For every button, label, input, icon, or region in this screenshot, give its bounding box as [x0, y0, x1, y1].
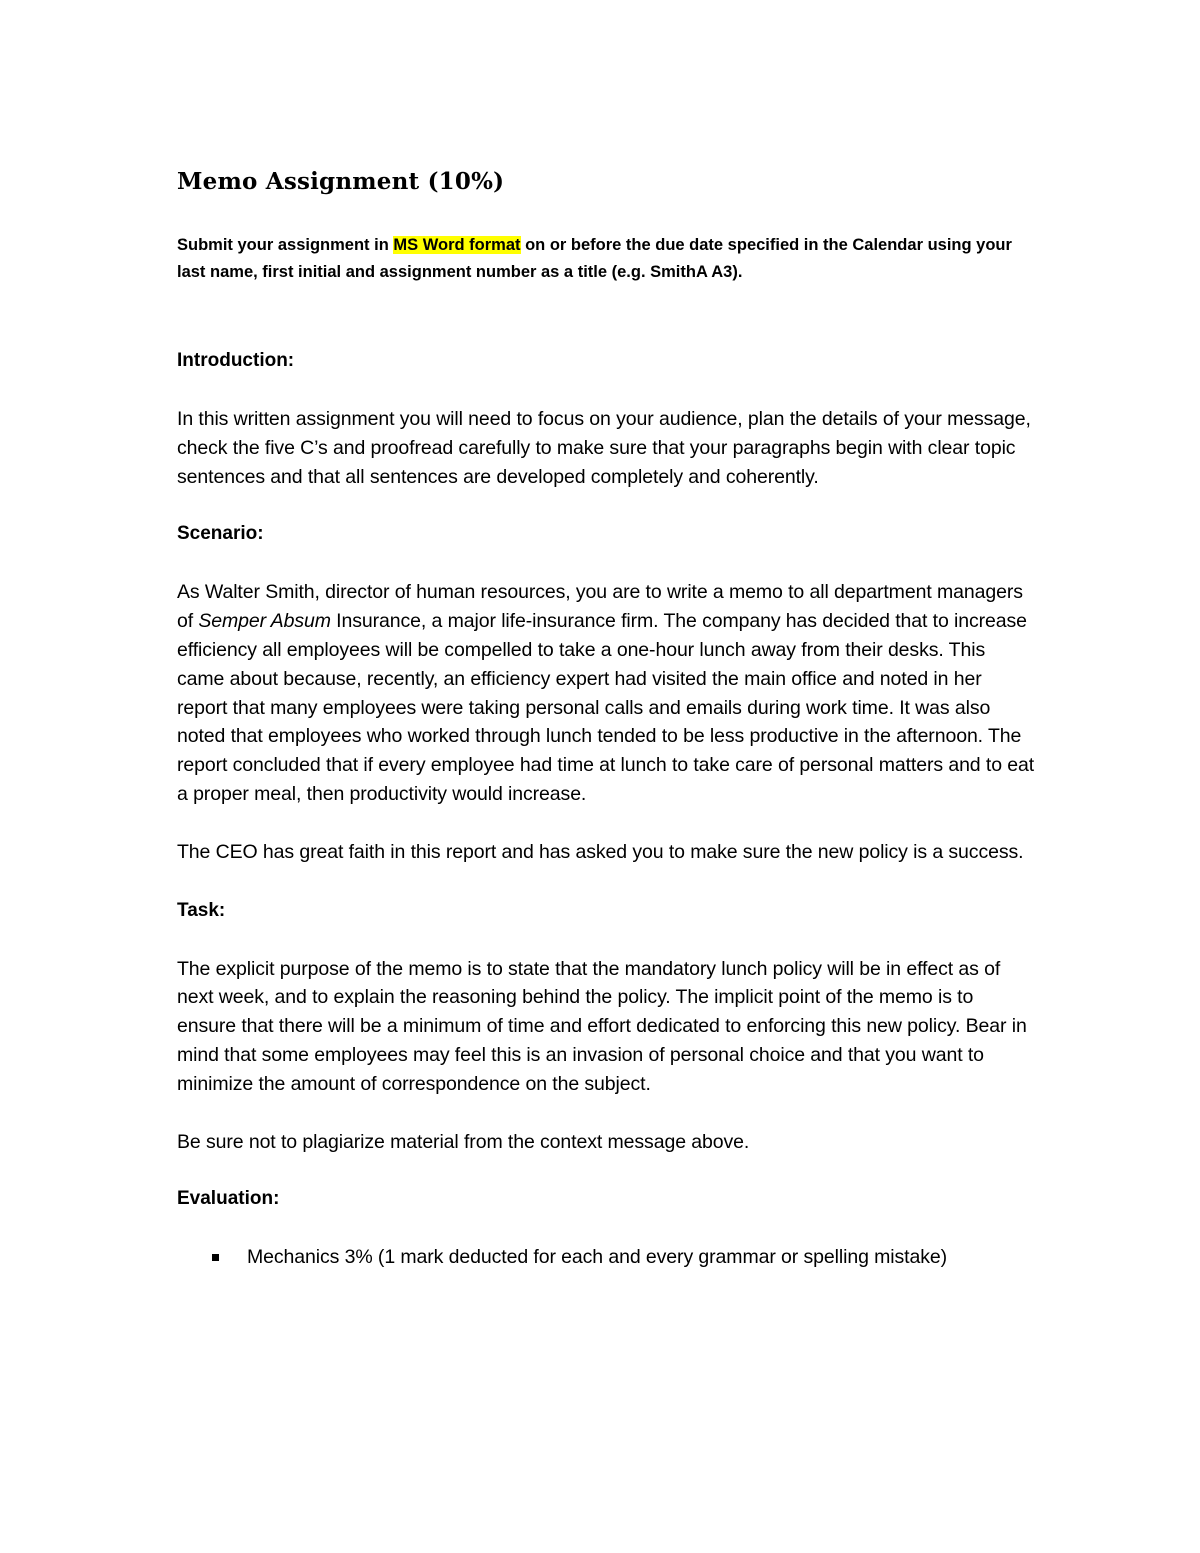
introduction-paragraph: In this written assignment you will need to focus on your audience, plan the details of your message, check the five C’s and proofread carefully to make sure that your paragraphs begin with clear topic sentences and that all sentences are developed completely and coherently. [177, 408, 1031, 488]
square-bullet-icon [212, 1254, 219, 1261]
company-name-italic: Semper Absum [198, 610, 331, 633]
evaluation-heading: Evaluation: [177, 1188, 280, 1210]
scenario-text-end: Insurance, a major life-insurance firm. The company has decided that to increase efficiency all employees will be compelled to take a one-hour lunch away from their desks. This came about because, recently, an efficiency expert had visited the main office and noted in her report that many employees were taking personal calls and emails during work time. It was also noted that employees who worked through lunch tended to be less productive in the afternoon. The report concluded that if every employee had time at lunch to take care of personal matters and to eat a proper meal, then productivity would increase. [177, 610, 1035, 805]
evaluation-item-text: Mechanics 3% (1 mark deducted for each and every grammar or spelling mistake) [247, 1246, 948, 1269]
evaluation-item [177, 1243, 1037, 1272]
scenario-paragraph-1 [177, 578, 1037, 808]
instructions-text-start: Submit your assignment in [177, 236, 394, 254]
instructions-text-end: on or before the due date specified in the Calendar using your last name, first initial and assignment number as a title (e.g. SmithA A3). [177, 236, 1012, 281]
task-paragraph-2: Be sure not to plagiarize material from the context message above. [177, 1130, 750, 1153]
submission-instructions [177, 232, 1037, 286]
introduction-heading: Introduction: [177, 350, 295, 371]
scenario-text-start: As Walter Smith, director of human resources, you are to write a memo to all department managers of [177, 581, 1023, 633]
document-title: Memo Assignment (10%) [177, 168, 505, 195]
scenario-heading: Scenario: [177, 523, 264, 545]
evaluation-list [177, 1243, 1037, 1272]
scenario-paragraph-2: The CEO has great faith in this report and has asked you to make sure the new policy is a success. [177, 840, 1024, 863]
highlighted-format-text: MS Word format [393, 236, 521, 254]
document-body [177, 166, 1037, 1272]
task-heading: Task: [177, 899, 226, 921]
task-paragraph-1: The explicit purpose of the memo is to state that the mandatory lunch policy will be in effect as of next week, and to explain the reasoning behind the policy. The implicit point of the memo is to ensure that there will be a minimum of time and effort dedicated to enforcing this new policy. Bear in mind that some employees may feel this is an invasion of personal choice and that you want to minimize the amount of correspondence on the subject. [177, 957, 1027, 1095]
